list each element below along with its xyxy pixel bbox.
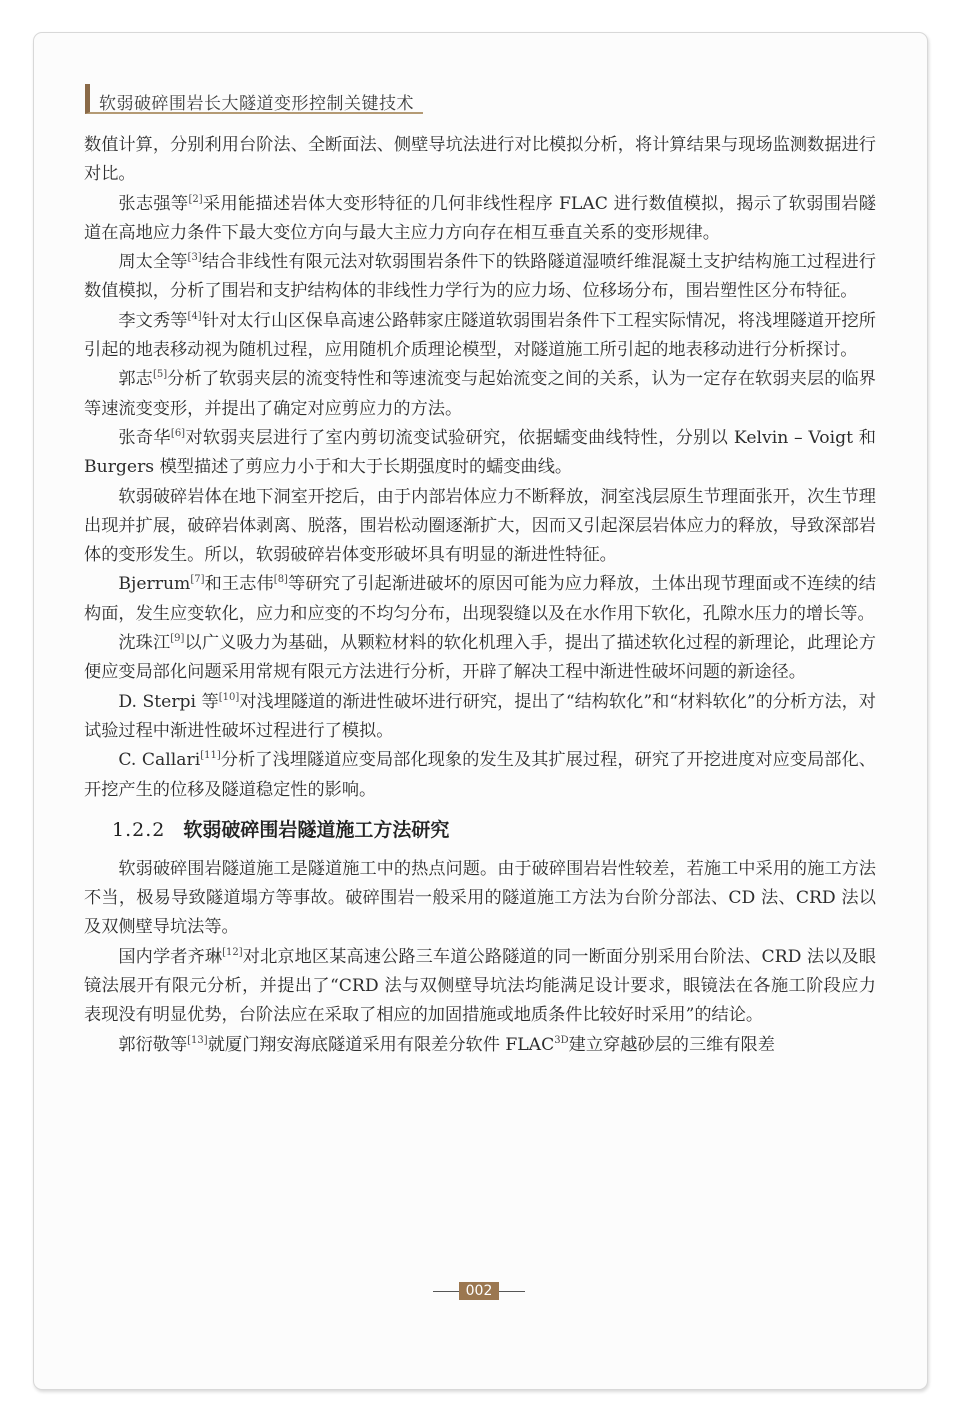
running-header [85,84,423,114]
citation-ref: [5] [152,369,168,381]
section-number: 1.2.2 [112,818,166,841]
paragraph-zhang-zhiqiang: 张志强等[2]采用能描述岩体大变形特征的几何非线性程序 FLAC 进行数值模拟，揭示了软弱围岩隧道在高地应力条件下最大变位方向与最大主应力方向存在相互垂直关系的变形规律。 [84,193,876,243]
paragraph-callari: C. Callari[11]分析了浅埋隧道应变局部化现象的发生及其扩展过程，研究了开挖进度对应变局部化、开挖产生的位移及隧道稳定性的影响。 [84,750,876,800]
body-text [84,131,876,1060]
footer-rule-left [433,1291,459,1292]
citation-ref: [6] [170,427,186,439]
paragraph-li-wenxiu: 李文秀等[4]针对太行山区保阜高速公路韩家庄隧道软弱围岩条件下工程实际情况，将浅埋隧道开挖所引起的地表移动视为随机过程，应用随机介质理论模型，对隧道施工所引起的地表移动进行分析探讨。 [84,310,876,361]
citation-ref: [10] [218,691,240,703]
paragraph-progressive-failure: 软弱破碎岩体在地下洞室开挖后，由于内部岩体应力不断释放，洞室浅层原生节理面张开，次生节理出现并扩展，破碎岩体剥离、脱落，围岩松动圈逐渐扩大，因而又引起深层岩体应力的释放，导致深部岩体的变形发生。所以，软弱破碎岩体变形破坏具有明显的渐进性特征。 [84,486,876,566]
citation-ref: [13] [187,1034,208,1046]
citation-ref: [9] [170,633,185,645]
paragraph-guo-zhi: 郭志[5]分析了软弱夹层的流变特性和等速流变与起始流变之间的关系，认为一定存在软弱夹层的临界等速流变变形，并提出了确定对应剪应力的方法。 [84,369,876,419]
paragraph-bjerrum: Bjerrum[7]和王志伟[8]等研究了引起渐进破坏的原因可能为应力释放，土体出现节理面或不连续的结构面，发生应变软化，应力和应变的不均匀分布，出现裂缝以及在水作用下软化，孔隙水压力的增长等。 [84,574,876,624]
paragraph-zhang-qihua: 张奇华[6]对软弱夹层进行了室内剪切流变试验研究，依据蠕变曲线特性，分别以 Kelvin – Voigt 和 Burgers 模型描述了剪应力小于和大于长期强度时的蠕变曲线。 [84,427,876,478]
superscript-3d: 3D [554,1034,569,1046]
page-number-footer [420,1281,540,1301]
citation-ref: [7] [190,574,205,586]
section-title: 软弱破碎围岩隧道施工方法研究 [183,818,450,841]
citation-ref: [11] [200,750,221,762]
paragraph-qi-lin: 国内学者齐琳[12]对北京地区某高速公路三车道公路隧道的同一断面分别采用台阶法、CRD 法以及眼镜法展开有限元分析，并提出了“CRD 法与双侧壁导坑法均能满足设计要求，眼镜法在各施工阶段应力表现没有明显优势，台阶法应在采取了相应的加固措施或地质条件比较好时采用”的结论。 [84,946,876,1026]
running-title: 软弱破碎围岩长大隧道变形控制关键技术 [99,94,414,114]
paragraph-sterpi: D. Sterpi 等[10]对浅埋隧道的渐进性破坏进行研究，提出了“结构软化”和“材料软化”的分析方法，对试验过程中渐进性破坏过程进行了模拟。 [84,691,876,741]
citation-ref: [2] [188,193,203,205]
paragraph-guo-yanjing: 郭衍敬等[13]就厦门翔安海底隧道采用有限差分软件 $FLAC^{3D}$建立穿越砂层的三维有限差 [118,1034,775,1055]
paragraph-continued: 数值计算，分别利用台阶法、全断面法、侧壁导坑法进行对比模拟分析，将计算结果与现场监测数据进行对比。 [84,135,876,185]
footer-rule-right [499,1291,525,1292]
paragraph-construction-methods: 软弱破碎围岩隧道施工是隧道施工中的热点问题。由于破碎围岩岩性较差，若施工中采用的施工方法不当，极易导致隧道塌方等事故。破碎围岩一般采用的隧道施工方法为台阶分部法、CD 法、CRD 法以及双侧壁导坑法等。 [84,858,876,938]
paragraph-shen-zhujiang: 沈珠江[9]以广义吸力为基础，从颗粒材料的软化机理入手，提出了描述软化过程的新理论，此理论方便应变局部化问题采用常规有限元方法进行分析，开辟了解决工程中渐进性破坏问题的新途径。 [84,633,876,683]
citation-ref: [4] [187,310,202,322]
page-number-badge: 002 [459,1282,499,1300]
section-heading [84,813,876,847]
citation-ref: [12] [222,946,243,958]
paragraph-zhou-taiquan: 周太全等[3]结合非线性有限元法对软弱围岩条件下的铁路隧道湿喷纤维混凝土支护结构施工过程进行数值模拟，分析了围岩和支护结构体的非线性力学行为的应力场、位移场分布，围岩塑性区分布特征。 [84,252,876,302]
citation-ref: [3] [187,252,202,264]
citation-ref: [8] [273,574,288,586]
